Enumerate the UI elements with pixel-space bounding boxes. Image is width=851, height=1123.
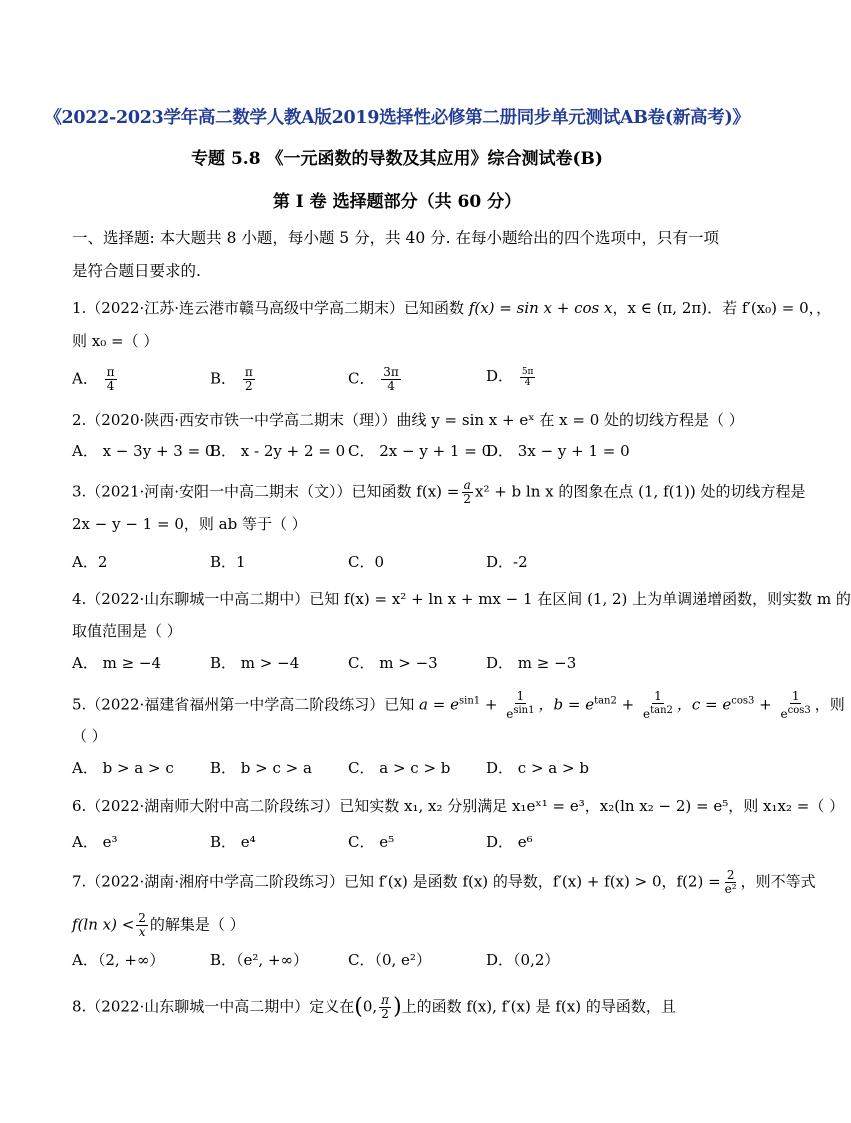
question-7-option-d: D．（0,2）: [486, 951, 560, 969]
question-2-option-b: B． x - 2y + 2 = 0: [210, 442, 346, 460]
question-1-option-c: C． $\frac{3\pi}{4}$: [348, 365, 399, 393]
part-title: 第 I 卷 选择题部分（共 60 分）: [272, 192, 522, 212]
question-1-option-b: B． $\frac{\pi}{2}$: [210, 365, 253, 393]
question-7-option-c: C．（0, e²）: [348, 951, 431, 969]
question-7-option-b: B．（e², +∞）: [210, 951, 309, 969]
question-5-stem: 5.（2022·福建省福州第一中学高二阶段练习）已知 $a = e^{sin1}$ + $\frac{1}{e^{sin1}}$ ，$b = e^{tan2}$ + $\frac{1}{e^{tan2}}$ ，$c = e^{cos3}$ + $\frac{1}{e^{cos3}}$ ，则: [72, 689, 845, 721]
question-4-option-b: B． m > −4: [210, 654, 300, 672]
question-3-stem-line2: 2x − y − 1 = 0，则 ab 等于（ ）: [72, 515, 307, 533]
question-5-option-d: D． c > a > b: [486, 759, 589, 777]
question-3-option-c: C．0: [348, 553, 385, 571]
question-5-stem-line2: （ ）: [72, 727, 107, 745]
question-6-option-b: B． e⁴: [210, 833, 256, 851]
series-title: 《2022-2023学年高二数学人教A版2019选择性必修第二册同步单元测试AB卷(新高考)》: [44, 108, 750, 128]
question-7-stem-line2: f(ln x) < $\frac{2}{x}$ 的解集是（ ）: [72, 911, 245, 939]
question-4-option-a: A． m ≥ −4: [72, 654, 162, 672]
question-2-option-c: C． 2x − y + 1 = 0: [348, 442, 492, 460]
question-3-stem: 3.（2021·河南·安阳一中高二期末（文））已知函数 f(x) = $\frac{a}{2}$ x² + b ln x 的图象在点 (1, f(1)) 处的切线方程是: [72, 478, 806, 506]
question-5-option-c: C． a > c > b: [348, 759, 451, 777]
question-5-option-b: B． b > c > a: [210, 759, 312, 777]
question-8-stem: 8.（2022·山东聊城一中高二期中）定义在(0, $\frac{\pi}{2}$ )上的函数 f(x), f′(x) 是 f(x) 的导函数，且: [72, 993, 676, 1021]
question-2-stem: 2.（2020·陕西·西安市铁一中学高二期末（理））曲线 y = sin x + eˣ 在 x = 0 处的切线方程是（ ）: [72, 411, 744, 429]
question-3-option-b: B．1: [210, 553, 246, 571]
section-instructions-line1: 一、选择题: 本大题共 8 小题，每小题 5 分，共 40 分. 在每小题给出的四个选项中，只有一项: [72, 229, 720, 247]
question-2-option-d: D． 3x − y + 1 = 0: [486, 442, 630, 460]
question-7-option-a: A．（2, +∞）: [72, 951, 165, 969]
question-4-option-c: C． m > −3: [348, 654, 438, 672]
question-6-option-d: D． e⁶: [486, 833, 533, 851]
question-5-option-a: A． b > a > c: [72, 759, 174, 777]
question-1-stem-line2: 则 x₀ =（ ）: [72, 332, 159, 350]
question-4-stem: 4.（2022·山东聊城一中高二期中）已知 f(x) = x² + ln x + mx − 1 在区间 (1, 2) 上为单调递增函数，则实数 m 的: [72, 590, 851, 608]
question-7-stem: 7.（2022·湖南·湘府中学高二阶段练习）已知 f′(x) 是函数 f(x) 的导数，f′(x) + f(x) > 0，f(2) = $\frac{2}{\text{e²}}$ ，则不等式: [72, 868, 816, 896]
question-6-option-c: C． e⁵: [348, 833, 395, 851]
question-6-option-a: A． e³: [72, 833, 118, 851]
question-3-option-d: D．-2: [486, 553, 528, 571]
question-4-option-d: D． m ≥ −3: [486, 654, 577, 672]
question-1-option-d: D． $\frac{5\pi}{4}$: [486, 366, 534, 388]
question-1-option-a: A． $\frac{\pi}{4}$: [72, 365, 115, 393]
question-3-option-a: A．2: [72, 553, 108, 571]
section-instructions-line2: 是符合题日要求的.: [72, 262, 201, 280]
question-1-stem: 1.（2022·江苏·连云港市赣马高级中学高二期末）已知函数 f(x) = sin x + cos x，x ∈ (π, 2π)．若 f′(x₀) = 0，，: [72, 299, 832, 317]
question-4-stem-line2: 取值范围是（ ）: [72, 622, 182, 640]
paper-title: 专题 5.8 《一元函数的导数及其应用》综合测试卷(B): [191, 149, 603, 169]
question-2-option-a: A． x − 3y + 3 = 0: [72, 442, 215, 460]
question-6-stem: 6.（2022·湖南师大附中高二阶段练习）已知实数 x₁, x₂ 分别满足 x₁eˣ¹ = e³，x₂(ln x₂ − 2) = e⁵，则 x₁x₂ =（ ）: [72, 797, 845, 815]
